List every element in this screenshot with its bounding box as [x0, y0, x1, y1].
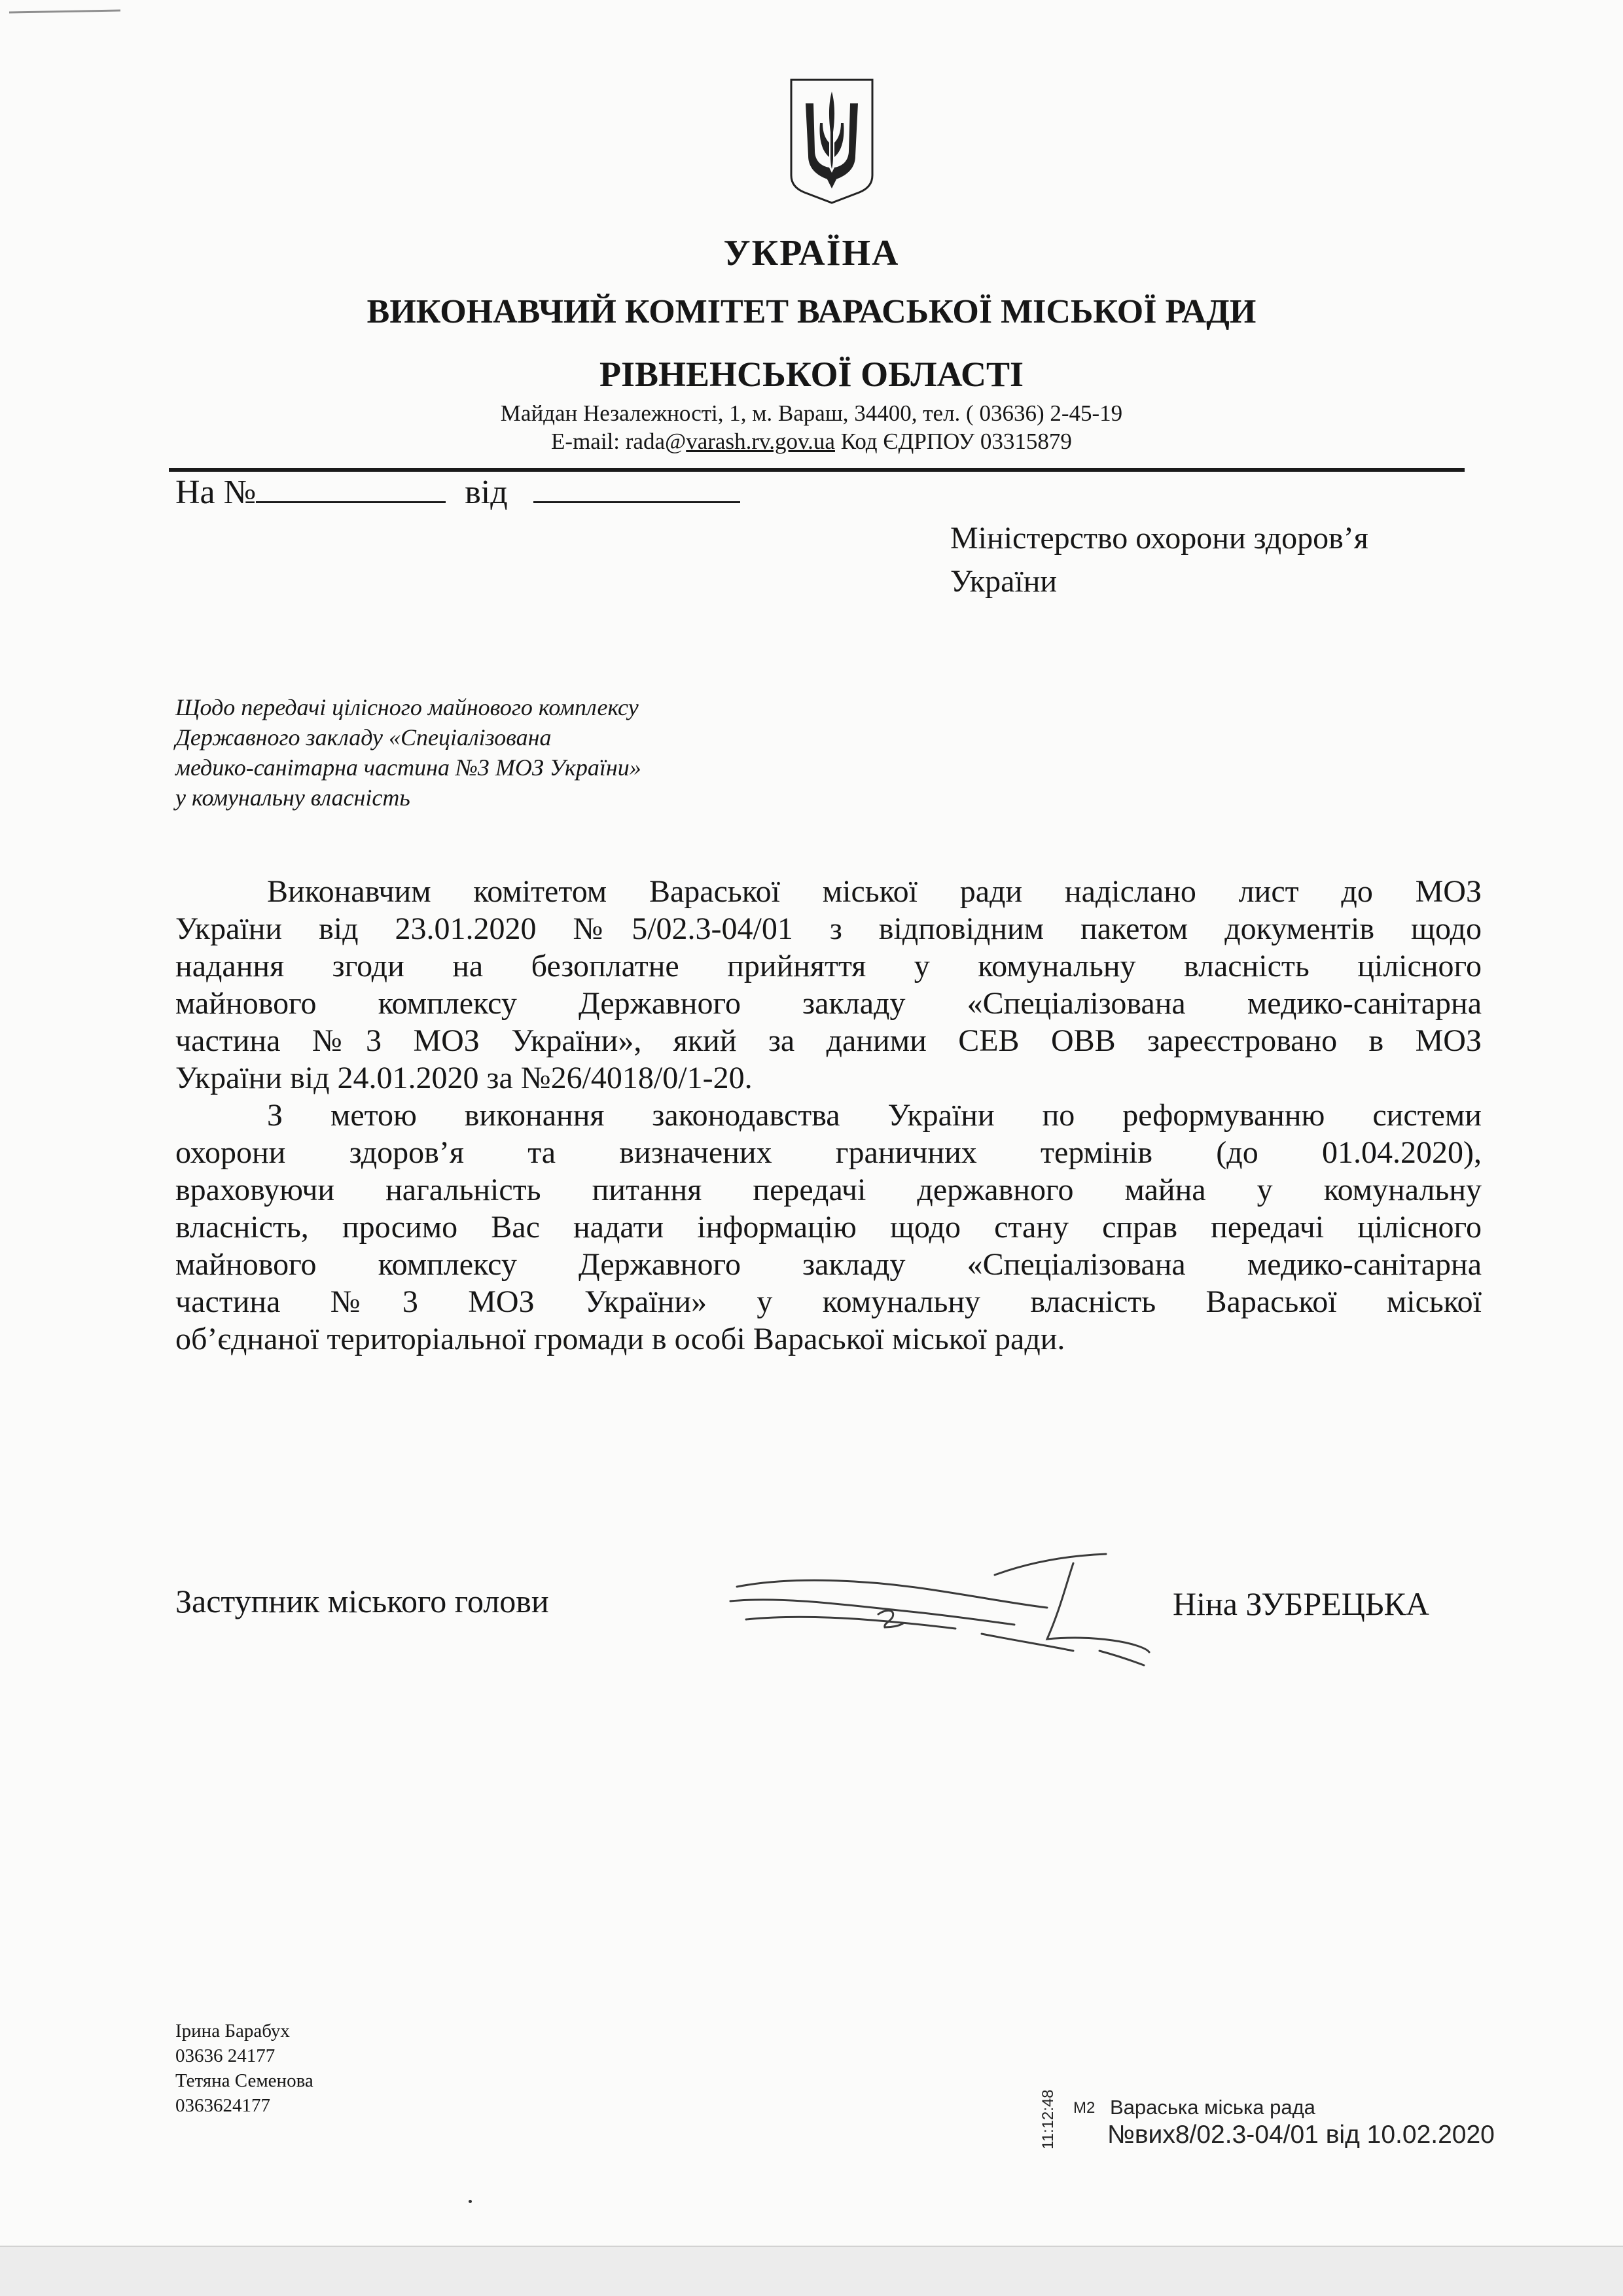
scan-edge-mark — [9, 10, 120, 14]
signatory-name: Ніна ЗУБРЕЦЬКА — [1173, 1585, 1429, 1622]
reference-line — [175, 472, 740, 512]
reference-date-blank — [533, 472, 740, 503]
addressee-line: Міністерство охорони здоров’я — [950, 521, 1368, 556]
signatory-role: Заступник міського голови — [175, 1583, 549, 1619]
body-line: України від 24.01.2020 за №26/4018/0/1-20. — [175, 1061, 753, 1095]
body-line: враховуючи нагальність питання передачі державного майна у комунальну — [175, 1173, 1482, 1207]
reference-date-label: від — [465, 474, 508, 511]
scan-bottom-edge — [0, 2246, 1623, 2296]
email-domain-link[interactable]: varash.rv.gov.ua — [686, 429, 835, 454]
subject — [175, 692, 791, 813]
body-line: Виконавчим комітетом Вараської міської ради надіслано лист до МОЗ — [267, 874, 1482, 909]
registration-stamp-number: №вих8/02.3-04/01 від 10.02.2020 — [1107, 2121, 1495, 2149]
addressee-line: України — [950, 564, 1058, 599]
contact-person: Тетяна Семенова — [175, 2070, 313, 2091]
body-line: охорони здоров’я та визначених граничних термінів (до 01.04.2020), — [175, 1135, 1482, 1170]
body-paragraph-1 — [175, 873, 1482, 1097]
body-line: України від 23.01.2020 №5/02.3-04/01 з відповідним пакетом документів щодо — [175, 911, 1482, 946]
subject-line: у комунальну власність — [175, 785, 410, 811]
handwritten-signature — [707, 1541, 1152, 1678]
reference-number-label: На № — [175, 474, 257, 511]
addressee — [950, 517, 1368, 603]
header-region: РІВНЕНСЬКОЇ ОБЛАСТІ — [599, 355, 1024, 394]
header-committee: ВИКОНАВЧИЙ КОМІТЕТ ВАРАСЬКОЇ МІСЬКОЇ РАДИ — [366, 293, 1257, 330]
coat-of-arms-icon — [789, 77, 875, 205]
subject-line: Щодо передачі цілісного майнового комплексу — [175, 694, 639, 720]
contact-person: Ірина Барабух — [175, 2021, 290, 2041]
body-line: частина №3 МОЗ України» у комунальну власність Вараської міської — [175, 1284, 1482, 1319]
body-line: майнового комплексу Державного закладу «Спеціалізована медико-санітарна — [175, 986, 1482, 1021]
header-address: Майдан Незалежності, 1, м. Вараш, 34400, тел. ( 03636) 2-45-19 — [500, 400, 1123, 426]
registration-stamp-time: 11:12:48 — [1039, 2089, 1057, 2149]
body-line: власність, просимо Вас надати інформацію щодо стану справ передачі цілісного — [175, 1210, 1482, 1245]
registration-stamp-code: M2 — [1073, 2099, 1096, 2117]
body-line: об’єднаної територіальної громади в особі Вараської міської ради. — [175, 1322, 1065, 1356]
body-line: майнового комплексу Державного закладу «Спеціалізована медико-санітарна — [175, 1247, 1482, 1282]
body-line: З метою виконання законодавства України по реформуванню системи — [267, 1098, 1482, 1133]
header-country: УКРАЇНА — [723, 233, 900, 274]
subject-line: медико-санітарна частина №3 МОЗ України» — [175, 754, 641, 781]
reference-number-blank — [256, 472, 446, 503]
email-label: E-mail: rada@ — [551, 429, 687, 454]
scan-speck — [469, 2200, 472, 2203]
executor-contacts — [175, 2019, 313, 2118]
registration-stamp-organization: Вараська міська рада — [1110, 2096, 1315, 2119]
body-line: надання згоди на безоплатне прийняття у комунальну власність цілісного — [175, 949, 1482, 983]
body-line: частина №3 МОЗ України», який за даними СЕВ ОВВ зареєстровано в МОЗ — [175, 1023, 1482, 1058]
body-paragraph-2 — [175, 1097, 1482, 1358]
contact-phone: 03636 24177 — [175, 2045, 276, 2066]
contact-phone: 0363624177 — [175, 2095, 270, 2116]
edrpou-code: Код ЄДРПОУ 03315879 — [834, 429, 1072, 454]
subject-line: Державного закладу «Спеціалізована — [175, 724, 552, 751]
header-divider — [169, 468, 1465, 472]
header-email-line — [0, 429, 1623, 455]
